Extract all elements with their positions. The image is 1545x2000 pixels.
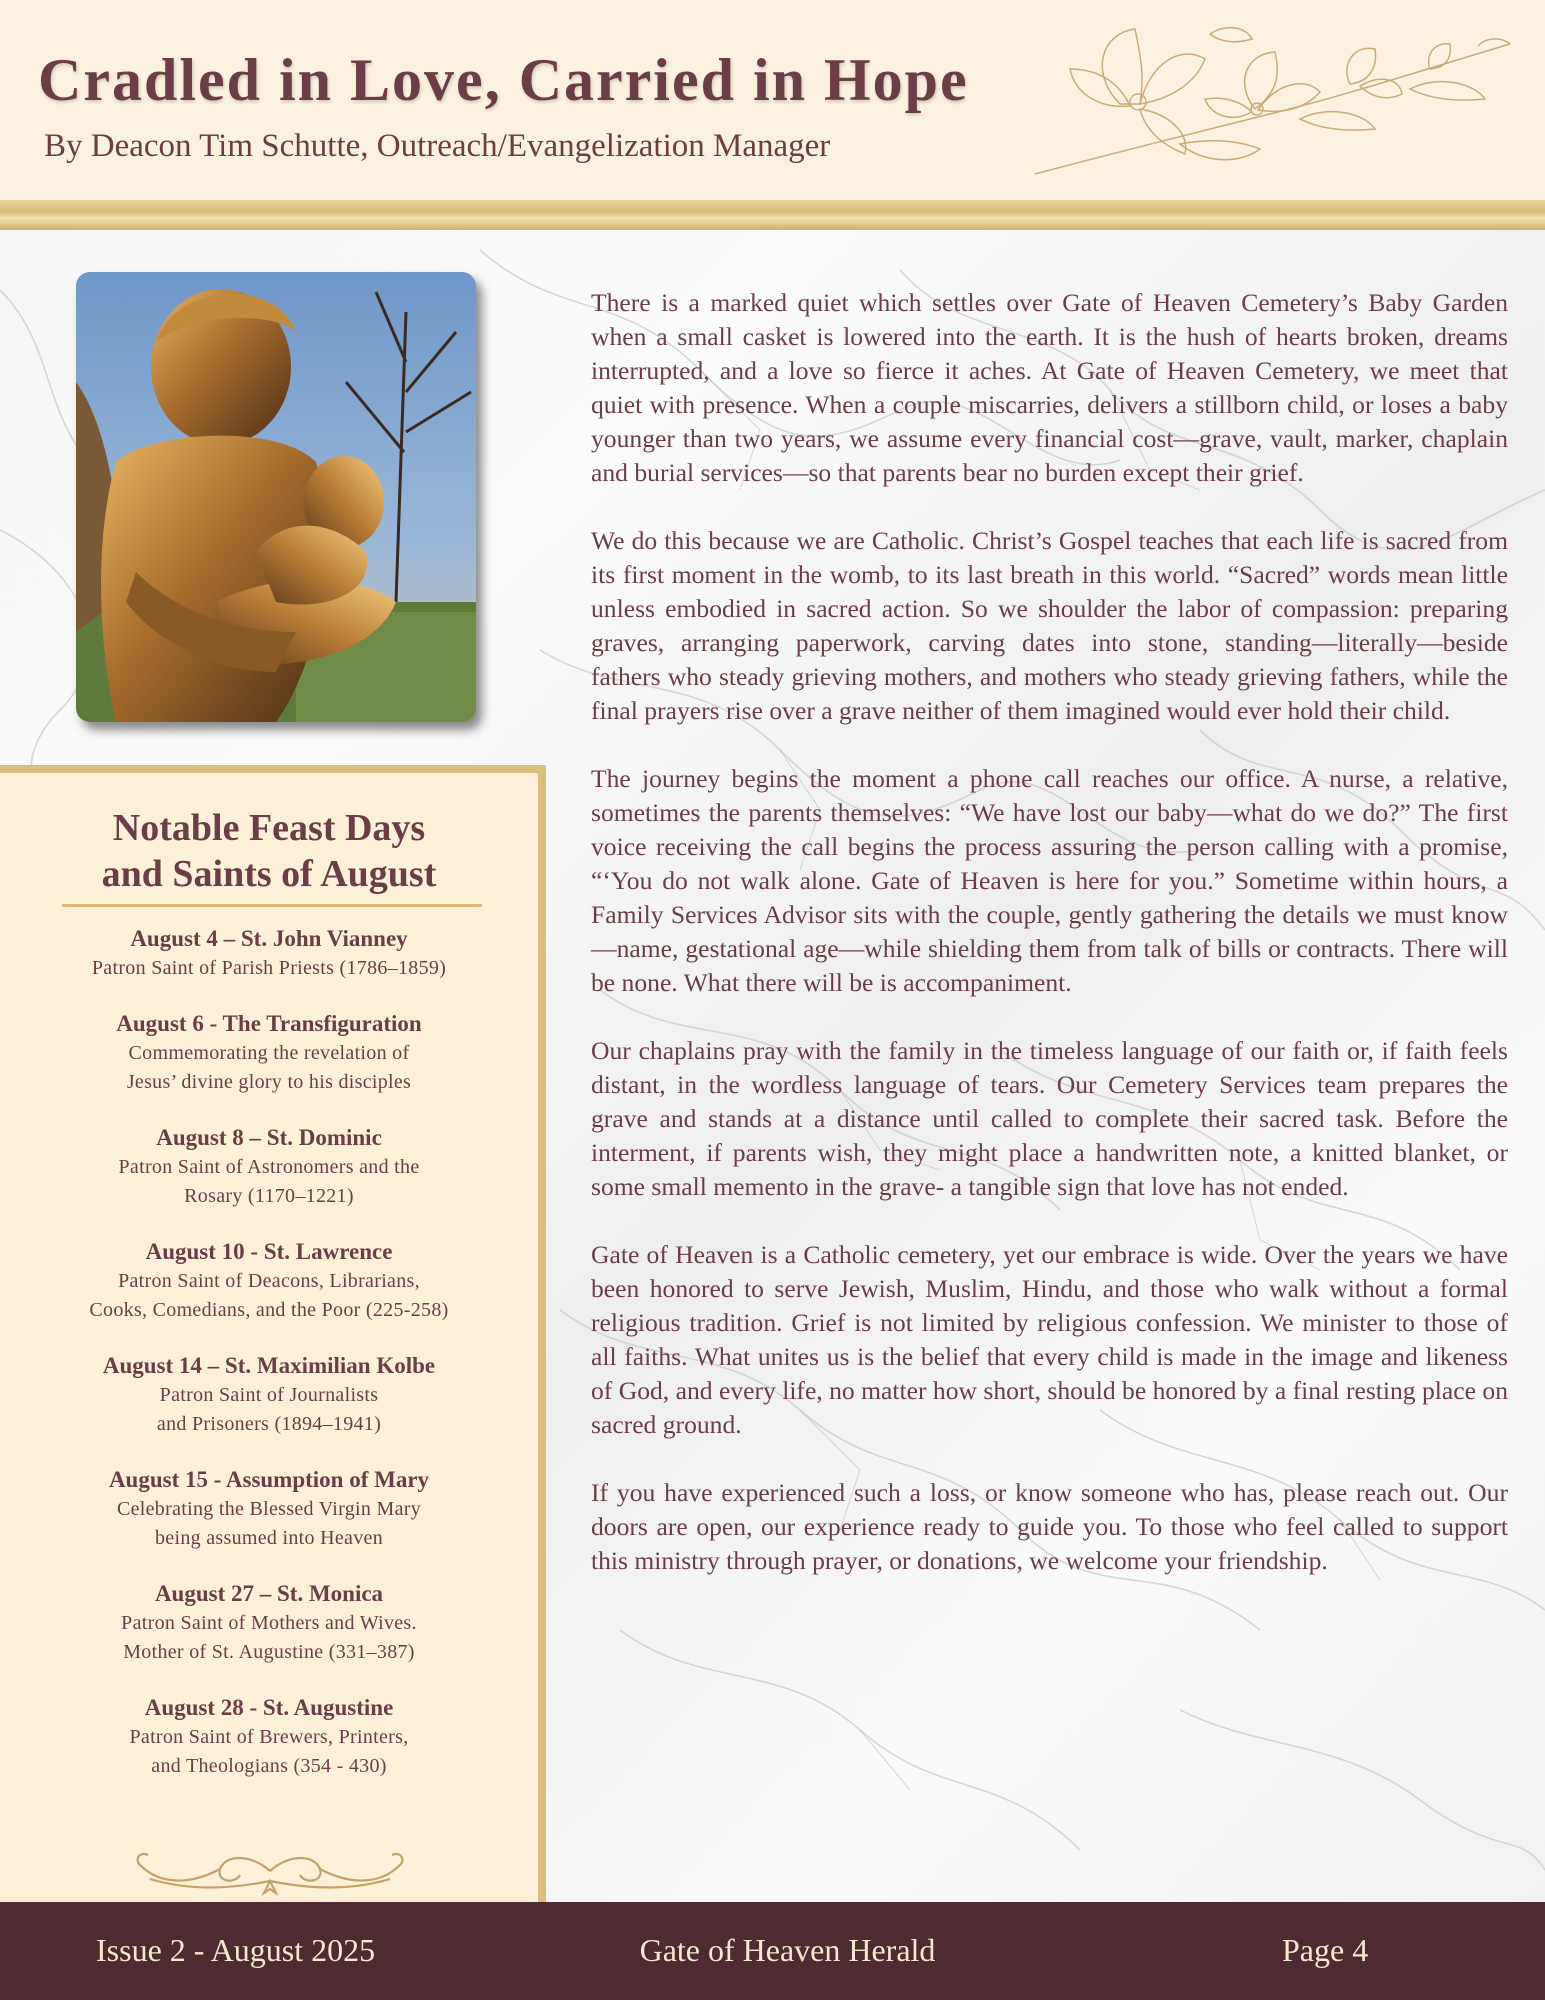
feast-description: Patron Saint of Mothers and Wives. Mother of St. Augustine (331–387) [121, 1612, 417, 1663]
page-number: Page 4 [1282, 1932, 1369, 1968]
feast-description: Patron Saint of Deacons, Librarians, Cooks, Comedians, and the Poor (225-258) [89, 1270, 449, 1321]
feast-title: August 4 – St. John Vianney [130, 926, 408, 951]
feast-item [0, 1122, 538, 1211]
article-paragraph: There is a marked quiet which settles over Gate of Heaven Cemetery’s Baby Garden when a small casket is lowered into the earth. It is the hush of hearts broken, dreams interrupted, and a love so fierce it aches. At Gate of Heaven Cemetery, we meet that quiet with presence. When a couple miscarries, delivers a stillborn child, or loses a baby younger than two years, we assume every financial cost—grave, vault, marker, chaplain and burial services—so that parents bear no burden except their grief. [591, 288, 1508, 487]
feast-description: Patron Saint of Astronomers and the Rosary (1170–1221) [118, 1156, 420, 1207]
page-footer [0, 1902, 1545, 2000]
feast-description: Celebrating the Blessed Virgin Mary being assumed into Heaven [116, 1498, 422, 1549]
issue-label: Issue 2 - August 2025 [96, 1932, 376, 1968]
magnolia-flowers-illustration [1030, 14, 1530, 190]
publication-name: Gate of Heaven Herald [639, 1932, 936, 1968]
feast-title: August 15 - Assumption of Mary [108, 1467, 430, 1492]
feast-days-sidebar [0, 765, 546, 1902]
article-paragraph: If you have experienced such a loss, or know someone who has, please reach out. Our doors are open, our experience ready to guide you. To those who feel called to support this ministry through prayer, or donations, we welcome your friendship. [591, 1478, 1508, 1575]
feast-title: August 27 – St. Monica [154, 1581, 384, 1606]
scroll-ornament-icon [130, 1845, 410, 1897]
sidebar-title-line1: Notable Feast Days [112, 807, 426, 849]
article-paragraph: The journey begins the moment a phone call reaches our office. A nurse, a relative, sometimes the parents themselves: “We have lost our baby—what do we do?” The first voice receiving the call begins the process assuring the person calling with a promise, “‘You do not walk alone. Gate of Heaven is here for you.” Sometime within hours, a Family Services Advisor sits with the couple, gently gathering the details we must know—name, gestational age—while shielding them from talk of bills or contracts. There will be none. What there will be is accompaniment. [591, 764, 1508, 997]
feast-title: August 10 - St. Lawrence [145, 1239, 393, 1264]
article-body [591, 286, 1508, 1612]
feast-title: August 28 - St. Augustine [144, 1695, 394, 1720]
article-title: Cradled in Love, Carried in Hope [38, 47, 969, 113]
page-header [0, 0, 1545, 200]
angel-statue-image [76, 272, 476, 722]
feast-description: Patron Saint of Parish Priests (1786–1859) [91, 957, 447, 979]
feast-title: August 6 - The Transfiguration [116, 1011, 422, 1036]
article-byline: By Deacon Tim Schutte, Outreach/Evangelization Manager [44, 128, 831, 164]
article-paragraph: Gate of Heaven is a Catholic cemetery, yet our embrace is wide. Over the years we have been honored to serve Jewish, Muslim, Hindu, and those who walk without a formal religious tradition. Grief is not limited by religious confession. We minister to those of all faiths. What unites us is the belief that every child is made in the image and likeness of God, and every life, no matter how short, should be honored by a final resting place on sacred ground. [591, 1240, 1508, 1439]
article-paragraph: We do this because we are Catholic. Christ’s Gospel teaches that each life is sacred from its first moment in the womb, to its last breath in this world. “Sacred” words mean little unless embodied in sacred action. So we shoulder the labor of compassion: preparing graves, arranging paperwork, carving dates into stone, standing—literally—beside fathers who steady grieving mothers, and mothers who steady grieving fathers, while the final prayers rise over a grave neither of them imagined would ever hold their child. [591, 526, 1508, 725]
feast-item [0, 1236, 538, 1325]
article-paragraph: Our chaplains pray with the family in the timeless language of our faith or, if faith feels distant, in the wordless language of tears. Our Cemetery Services team prepares the grave and stands at a distance until called to complete their sacred task. Before the interment, if parents wish, they might place a handwritten note, a knitted blanket, or some small memento in the grave- a tangible sign that love has not ended. [591, 1036, 1508, 1201]
feast-item [0, 1350, 538, 1439]
feast-item [0, 1464, 538, 1553]
feast-description: Patron Saint of Journalists and Prisoners (1894–1941) [156, 1384, 382, 1435]
feast-item [0, 923, 538, 983]
sidebar-title-line2: and Saints of August [101, 853, 437, 895]
gold-divider-band [0, 200, 1545, 230]
feast-description: Patron Saint of Brewers, Printers, and Theologians (354 - 430) [129, 1726, 409, 1777]
feast-title: August 8 – St. Dominic [156, 1125, 382, 1150]
feast-item [0, 1008, 538, 1097]
sidebar-title-rule [62, 904, 482, 907]
feast-item [0, 1578, 538, 1667]
feast-list [0, 923, 538, 1806]
angel-statue-photo [76, 272, 476, 722]
feast-title: August 14 – St. Maximilian Kolbe [102, 1353, 436, 1378]
feast-item [0, 1692, 538, 1781]
feast-description: Commemorating the revelation of Jesus’ divine glory to his disciples [126, 1042, 412, 1093]
sidebar-title [0, 805, 538, 897]
